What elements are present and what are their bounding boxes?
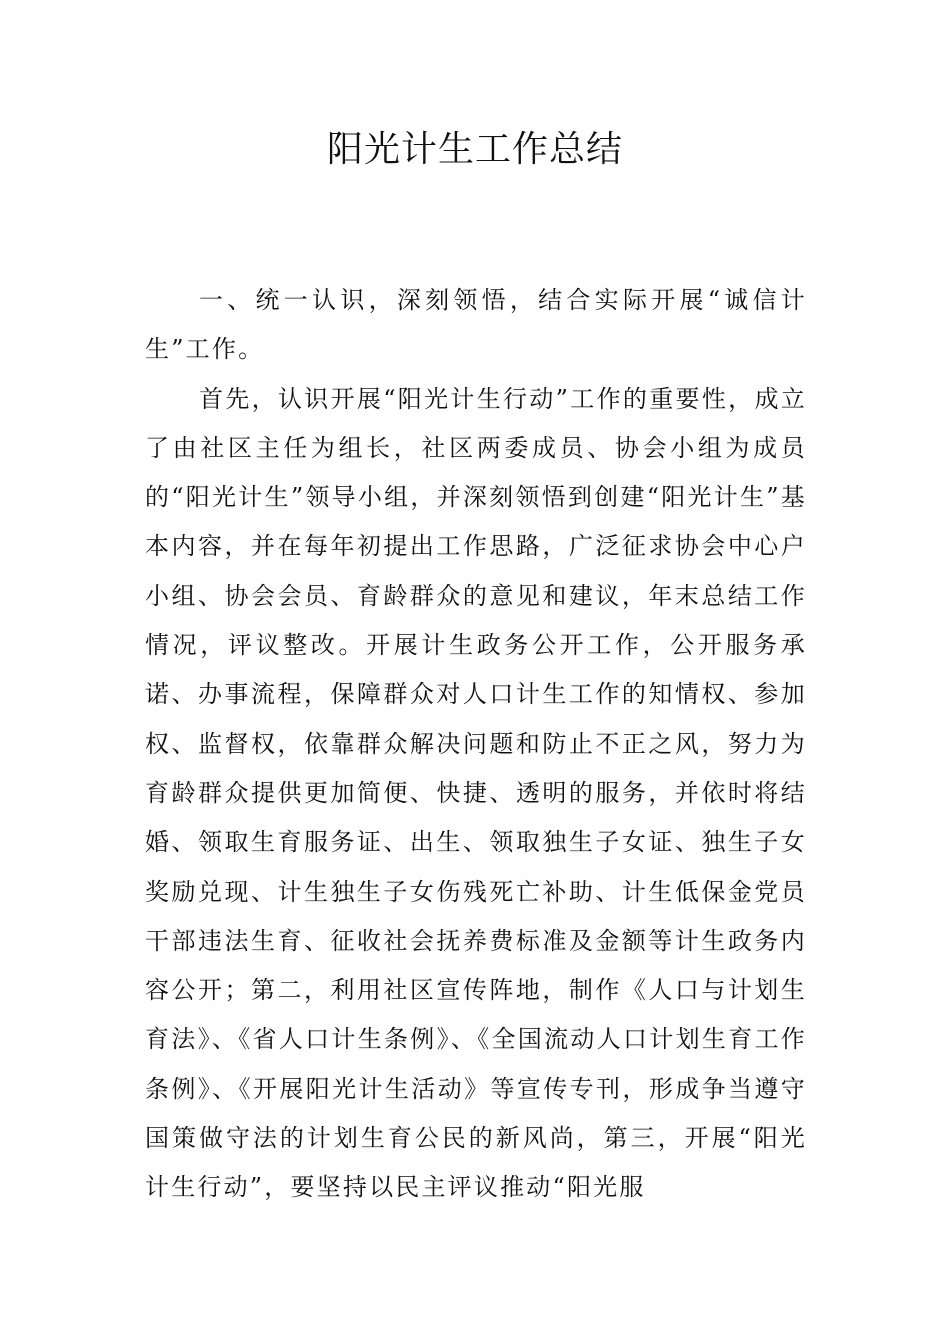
- document-body: [145, 276, 807, 1213]
- document-title: 阳光计生工作总结: [326, 129, 623, 170]
- paragraph-section-heading: 一、统一认识，深刻领悟，结合实际开展“诚信计生”工作。: [145, 286, 807, 364]
- paragraph-body: 首先，认识开展“阳光计生行动”工作的重要性，成立了由社区主任为组长，社区两委成员、协会小组为成员的“阳光计生”领导小组，并深刻领悟到创建“阳光计生”基本内容，并在每年初提出工作思路，广泛征求协会中心户小组、协会会员、育龄群众的意见和建议，年末总结工作情况，评议整改。开展计生政务公开工作，公开服务承诺、办事流程，保障群众对人口计生工作的知情权、参加权、监督权，依靠群众解决问题和防止不正之风，努力为育龄群众提供更加简便、快捷、透明的服务，并依时将结婚、领取生育服务证、出生、领取独生子女证、独生子女奖励兑现、计生独生子女伤残死亡补助、计生低保金党员干部违法生育、征收社会抚养费标准及金额等计生政务内容公开；第二，利用社区宣传阵地，制作《人口与计划生育法》、《省人口计生条例》、《全国流动人口计划生育工作条例》、《开展阳光计生活动》等宣传专刊，形成争当遵守国策做守法的计划生育公民的新风尚，第三，开展“阳光计生行动”，要坚持以民主评议推动“阳光服: [145, 384, 807, 1202]
